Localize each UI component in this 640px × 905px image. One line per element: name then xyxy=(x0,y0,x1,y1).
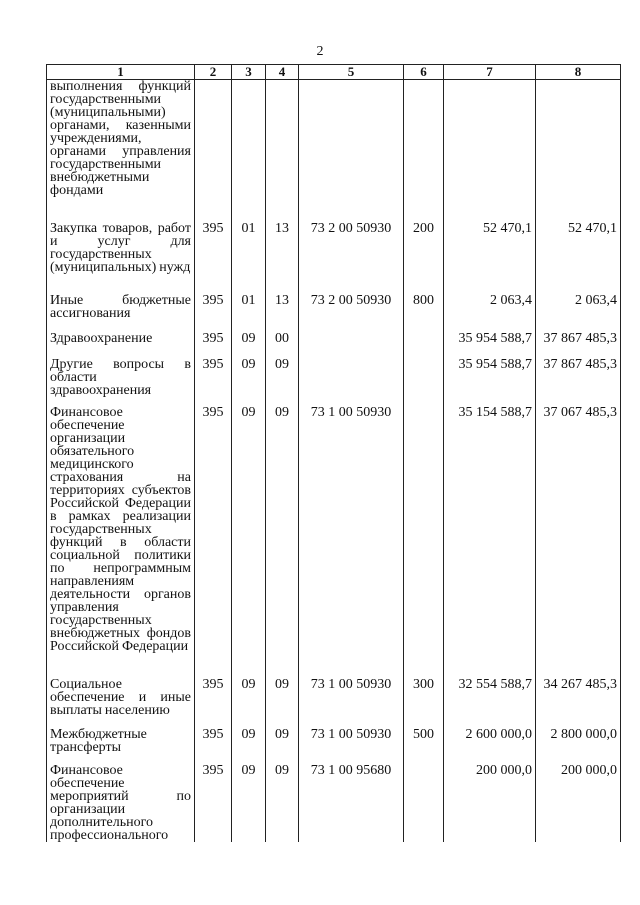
column-header: 4 xyxy=(266,65,299,80)
cell-col8: 2 063,4 xyxy=(536,294,621,332)
cell-col6: 200 xyxy=(404,220,444,294)
cell-col7: 200 000,0 xyxy=(444,764,536,842)
cell-col7: 52 470,1 xyxy=(444,220,536,294)
cell-col4: 00 xyxy=(266,332,299,358)
cell-col8: 37 867 485,3 xyxy=(536,332,621,358)
cell-col8: 34 267 485,3 xyxy=(536,678,621,728)
cell-col2: 395 xyxy=(195,764,232,842)
table-row xyxy=(47,358,621,406)
cell-col6 xyxy=(404,80,444,221)
cell-col3: 01 xyxy=(232,294,266,332)
cell-col6 xyxy=(404,332,444,358)
table-row xyxy=(47,80,621,221)
cell-col6: 800 xyxy=(404,294,444,332)
row-description: Здравоохранение xyxy=(47,332,195,358)
cell-col7: 35 954 588,7 xyxy=(444,332,536,358)
cell-col8 xyxy=(536,80,621,221)
budget-table xyxy=(46,64,621,842)
cell-col3: 09 xyxy=(232,678,266,728)
cell-col4: 09 xyxy=(266,728,299,764)
cell-col6: 300 xyxy=(404,678,444,728)
cell-col8: 37 867 485,3 xyxy=(536,358,621,406)
table-row xyxy=(47,220,621,294)
cell-col3: 01 xyxy=(232,220,266,294)
column-header: 7 xyxy=(444,65,536,80)
cell-col7 xyxy=(444,80,536,221)
cell-col3: 09 xyxy=(232,406,266,678)
cell-col5 xyxy=(299,358,404,406)
cell-col2: 395 xyxy=(195,332,232,358)
row-description: Другие вопросы в области здравоохранения xyxy=(47,358,195,406)
cell-col5 xyxy=(299,332,404,358)
cell-col6 xyxy=(404,764,444,842)
cell-col5: 73 1 00 50930 xyxy=(299,678,404,728)
cell-col2: 395 xyxy=(195,294,232,332)
cell-col5: 73 2 00 50930 xyxy=(299,294,404,332)
table-row xyxy=(47,406,621,678)
table-header-row xyxy=(47,65,621,80)
cell-col7: 35 154 588,7 xyxy=(444,406,536,678)
cell-col7: 2 600 000,0 xyxy=(444,728,536,764)
cell-col5 xyxy=(299,80,404,221)
cell-col6 xyxy=(404,406,444,678)
cell-col3: 09 xyxy=(232,764,266,842)
cell-col8: 52 470,1 xyxy=(536,220,621,294)
cell-col6 xyxy=(404,358,444,406)
cell-col2: 395 xyxy=(195,220,232,294)
cell-col4: 13 xyxy=(266,220,299,294)
cell-col7: 32 554 588,7 xyxy=(444,678,536,728)
table-row xyxy=(47,764,621,842)
cell-col3: 09 xyxy=(232,332,266,358)
row-description: Финансовое обеспечение организации обязательного медицинского страхования на территориях субъектов Российской Федерации в рамках реализации государственных функций в области социальной политики по непрограммным направлениям деятельности органов управления государственных внебюджетных фондов Российской Федерации xyxy=(47,406,195,678)
column-header: 5 xyxy=(299,65,404,80)
cell-col8: 2 800 000,0 xyxy=(536,728,621,764)
row-description: Социальное обеспечение и иные выплаты населению xyxy=(47,678,195,728)
row-description: Закупка товаров, работ и услуг для государственных (муниципальных) нужд xyxy=(47,220,195,294)
cell-col2: 395 xyxy=(195,406,232,678)
cell-col4 xyxy=(266,80,299,221)
page-number: 2 xyxy=(316,44,324,59)
cell-col5: 73 2 00 50930 xyxy=(299,220,404,294)
cell-col5: 73 1 00 95680 xyxy=(299,764,404,842)
cell-col4: 09 xyxy=(266,678,299,728)
cell-col3 xyxy=(232,80,266,221)
table-row xyxy=(47,678,621,728)
cell-col7: 35 954 588,7 xyxy=(444,358,536,406)
table-row xyxy=(47,728,621,764)
cell-col4: 09 xyxy=(266,406,299,678)
row-description: Межбюджетные трансферты xyxy=(47,728,195,764)
cell-col5: 73 1 00 50930 xyxy=(299,406,404,678)
column-header: 2 xyxy=(195,65,232,80)
cell-col8: 37 067 485,3 xyxy=(536,406,621,678)
row-description: выполнения функций государственными (муниципальными) органами, казенными учреждениями, органами управления государственными внебюджетными фондами xyxy=(47,80,195,221)
column-header: 1 xyxy=(47,65,195,80)
cell-col3: 09 xyxy=(232,728,266,764)
cell-col4: 09 xyxy=(266,764,299,842)
cell-col2 xyxy=(195,80,232,221)
table-row xyxy=(47,294,621,332)
table-row xyxy=(47,332,621,358)
cell-col2: 395 xyxy=(195,358,232,406)
column-header: 8 xyxy=(536,65,621,80)
cell-col2: 395 xyxy=(195,678,232,728)
cell-col6: 500 xyxy=(404,728,444,764)
column-header: 3 xyxy=(232,65,266,80)
row-description: Иные бюджетные ассигнования xyxy=(47,294,195,332)
cell-col7: 2 063,4 xyxy=(444,294,536,332)
cell-col4: 13 xyxy=(266,294,299,332)
cell-col5: 73 1 00 50930 xyxy=(299,728,404,764)
cell-col3: 09 xyxy=(232,358,266,406)
row-description: Финансовое обеспечение мероприятий по организации дополнительного профессионального xyxy=(47,764,195,842)
cell-col4: 09 xyxy=(266,358,299,406)
cell-col8: 200 000,0 xyxy=(536,764,621,842)
cell-col2: 395 xyxy=(195,728,232,764)
column-header: 6 xyxy=(404,65,444,80)
